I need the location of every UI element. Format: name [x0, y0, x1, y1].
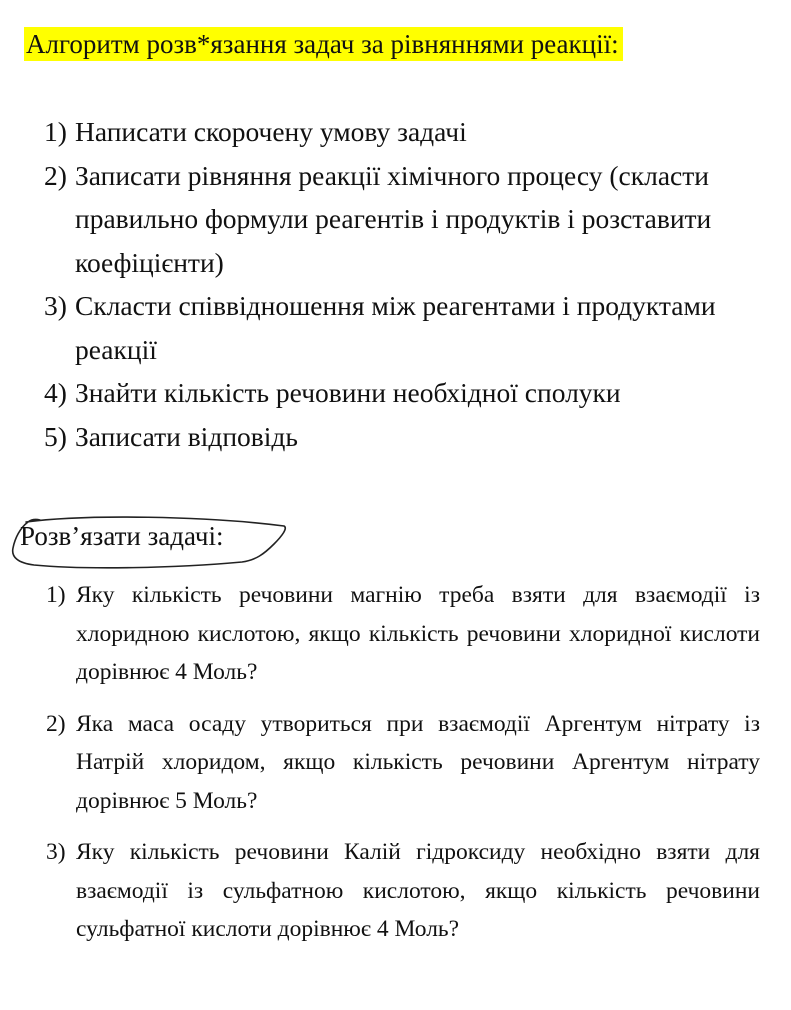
step-text: Знайти кількість речовини необхідної сполуки: [75, 377, 621, 408]
task-item: [46, 833, 760, 949]
algorithm-step: [44, 371, 774, 415]
algorithm-step: [44, 415, 774, 459]
step-text: Записати рівняння реакції хімічного процесу (скласти правильно формули реагентів і продуктів і розставити коефіцієнти): [75, 159, 712, 278]
tasks-list: [46, 576, 760, 962]
task-item: [46, 705, 760, 821]
algorithm-steps-list: [44, 110, 774, 458]
algorithm-step: [44, 110, 774, 154]
task-text: Яку кількість речовини магнію треба взяти для взаємодії із хлоридною кислотою, якщо кількість речовини хлоридної кислоти дорівнює 4 Моль?: [76, 582, 760, 685]
task-text: Яка маса осаду утвориться при взаємодії Аргентум нітрату із Натрій хлоридом, якщо кількість речовини Аргентум нітрату дорівнює 5 Моль?: [76, 710, 760, 814]
task-number: 2): [46, 710, 66, 737]
tasks-heading-annotation: [6, 510, 296, 572]
task-text: Яку кількість речовини Калій гідроксиду необхідно взяти для взаємодії із сульфатною кислотою, якщо кількість речовини сульфатної кислоти дорівнює 4 Моль?: [76, 839, 760, 942]
tasks-heading: Розв’язати задачі:: [20, 521, 224, 551]
task-number: 1): [46, 582, 66, 608]
task-number: 3): [46, 839, 66, 865]
step-text: Написати скорочену умову задачі: [75, 116, 467, 147]
step-number: 2): [44, 159, 67, 191]
step-number: 1): [44, 116, 67, 147]
step-number: 5): [44, 420, 67, 452]
task-item: [46, 576, 760, 692]
page-title: Алгоритм розв*язання задач за рівняннями реакції:: [24, 27, 623, 61]
step-number: 3): [44, 290, 67, 321]
step-number: 4): [44, 377, 67, 408]
algorithm-step: [44, 154, 774, 285]
step-text: Скласти співвідношення між реагентами і продуктами реакції: [75, 290, 716, 365]
step-text: Записати відповідь: [75, 420, 298, 452]
algorithm-step: [44, 284, 774, 371]
